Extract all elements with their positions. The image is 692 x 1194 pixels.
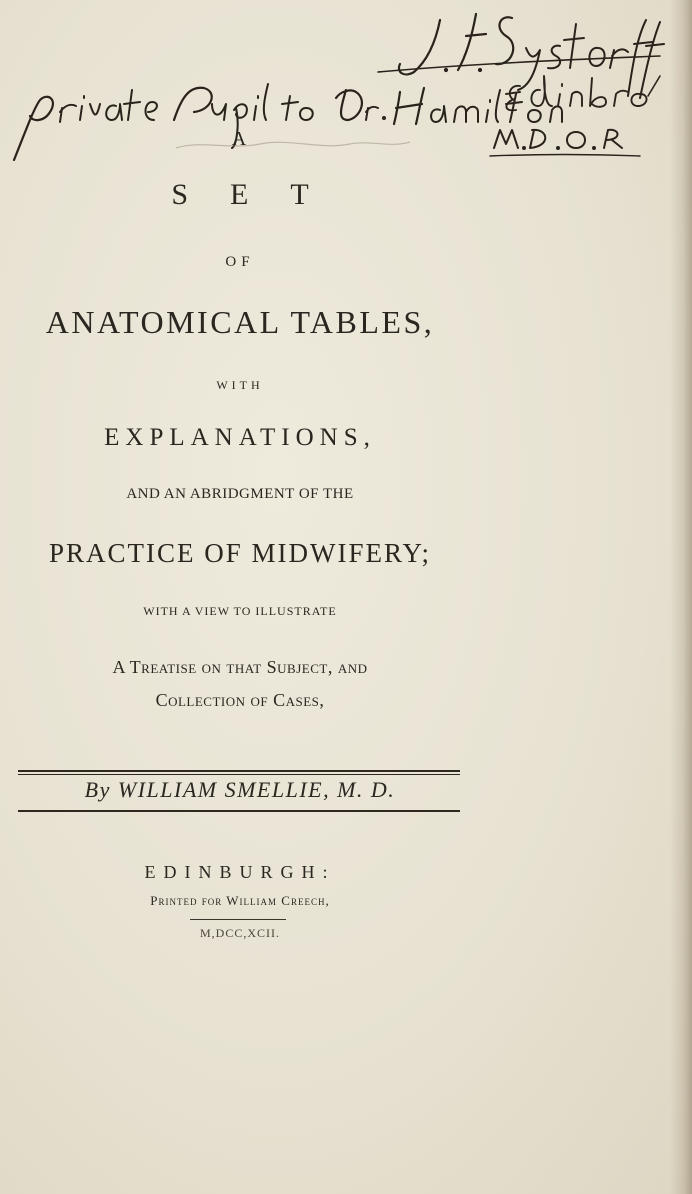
imprint-printer: Printed for William Creech, (150, 893, 330, 908)
imprint-city: EDINBURGH: (144, 862, 336, 882)
title-abridgment: AND AN ABRIDGMENT OF THE (126, 486, 354, 502)
handwritten-inscription (0, 0, 692, 200)
title-collection: Collection of Cases, (155, 690, 325, 710)
title-word-set: SET (171, 178, 351, 211)
title-explanations: EXPLANATIONS, (104, 424, 376, 451)
title-word-with: WITH (216, 378, 264, 392)
author-rule-top (18, 770, 460, 772)
title-word-a: A (231, 128, 249, 150)
imprint-date: M,DCC,XCII. (199, 926, 280, 940)
main-title: ANATOMICAL TABLES, (45, 304, 435, 340)
author-rule-top-thin (18, 774, 460, 775)
title-practice-of-midwifery: PRACTICE OF MIDWIFERY; (48, 538, 432, 568)
author-line: By WILLIAM SMELLIE, M. D. (84, 777, 396, 802)
title-treatise: A Treatise on that Subject, and (112, 657, 368, 677)
title-word-of: OF (225, 254, 255, 270)
author-rule-bottom (18, 810, 460, 812)
imprint-rule (190, 919, 286, 920)
title-with-a-view: WITH A VIEW TO ILLUSTRATE (143, 604, 337, 618)
